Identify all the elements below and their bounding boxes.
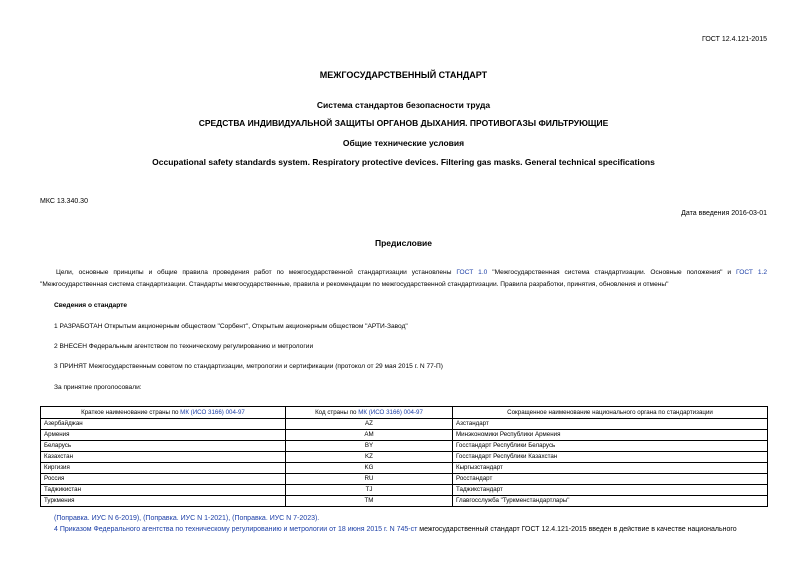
table-row <box>41 496 768 507</box>
cell-country: Беларусь <box>41 441 286 452</box>
mks-code: МКС 13.340.30 <box>40 198 88 205</box>
countries-table <box>40 406 768 507</box>
p4-text: межгосударственный стандарт ГОСТ 12.4.121-2015 введен в действие в качестве национального <box>417 526 737 533</box>
item-order <box>54 526 768 533</box>
cell-country: Киргизия <box>41 463 286 474</box>
cell-org: Азстандарт <box>453 419 768 430</box>
cell-country: Азербайджан <box>41 419 286 430</box>
cell-country: Туркмения <box>41 496 286 507</box>
cell-code: RU <box>286 474 453 485</box>
cell-country: Армения <box>41 430 286 441</box>
cell-org: Госстандарт Республики Казахстан <box>453 452 768 463</box>
rev-open: ( <box>54 515 57 522</box>
header-code-text: Код страны по <box>315 408 359 416</box>
gost-1-0-link[interactable]: ГОСТ 1.0 <box>456 269 488 276</box>
table-row <box>41 430 768 441</box>
item-introduced: 2 ВНЕСЕН Федеральным агентством по техническому регулированию и метрологии <box>54 343 314 350</box>
revision-link[interactable]: Поправка <box>234 515 266 522</box>
rev-text: . ИУС N 7-2023). <box>265 515 320 522</box>
cell-country: Казахстан <box>41 452 286 463</box>
cell-code: KZ <box>286 452 453 463</box>
table-row <box>41 485 768 496</box>
p1-text-a: Цели, основные принципы и общие правила проведения работ по межгосударственной стандартизации установлены <box>56 269 457 276</box>
header-country <box>41 407 286 419</box>
table-header-row <box>41 407 768 419</box>
table-row <box>41 452 768 463</box>
standard-type: МЕЖГОСУДАРСТВЕННЫЙ СТАНДАРТ <box>319 70 488 80</box>
p1-text-c: "Межгосударственная система стандартизации. Стандарты межгосударственные, правила и рекомендации по межгосударственной стандартизации. Правила разработки, принятия, обновления и отмены" <box>40 281 669 288</box>
cell-org: Минэкономики Республики Армения <box>453 430 768 441</box>
cell-country: Таджикистан <box>41 485 286 496</box>
cell-code: BY <box>286 441 453 452</box>
cell-org: Кыргызстандарт <box>453 463 768 474</box>
cell-code: KG <box>286 463 453 474</box>
gost-1-2-link[interactable]: ГОСТ 1.2 <box>736 269 767 276</box>
standard-system: Система стандартов безопасности труда <box>316 100 491 110</box>
order-link[interactable]: Приказом Федерального агентства по техническому регулированию и метрологии от 18 июня 2015 г. N 745-ст <box>59 526 418 533</box>
rev-text: . ИУС N 1-2021), ( <box>176 515 235 522</box>
doc-code: ГОСТ 12.4.121-2015 <box>701 36 767 43</box>
rev-text: . ИУС N 6-2019), ( <box>87 515 146 522</box>
header-country-text: Краткое наименование страны по <box>81 408 181 416</box>
table-row <box>41 441 768 452</box>
cell-code: TM <box>286 496 453 507</box>
voted-label: За принятие проголосовали: <box>54 384 142 391</box>
cell-code: AZ <box>286 419 453 430</box>
cell-org: Таджикстандарт <box>453 485 768 496</box>
cell-org: Главгосслужба "Туркменстандартлары" <box>453 496 768 507</box>
revisions-line <box>54 515 319 522</box>
title-english: Occupational safety standards system. Respiratory protective devices. Filtering gas masks. General technical specifications <box>152 157 655 167</box>
revision-link[interactable]: Поправка <box>56 515 88 522</box>
item-adopted: 3 ПРИНЯТ Межгосударственным советом по стандартизации, метрологии и сертификации (протокол от 29 мая 2015 г. N 77-П) <box>54 363 443 370</box>
svedenia-heading: Сведения о стандарте <box>54 302 128 309</box>
preface-heading: Предисловие <box>374 238 433 248</box>
item-developed: 1 РАЗРАБОТАН Открытым акционерным обществом "Сорбент", Открытым акционерным обществом "АРТИ-Завод" <box>54 323 408 330</box>
p4-num: 4 <box>54 526 60 533</box>
table-row <box>41 463 768 474</box>
cell-code: AM <box>286 430 453 441</box>
cell-org: Госстандарт Республики Беларусь <box>453 441 768 452</box>
p1-text-b: "Межгосударственная система стандартизации. Основные положения" и <box>487 269 737 276</box>
table-row <box>41 474 768 485</box>
table-row <box>41 419 768 430</box>
mk-iso-link[interactable]: МК (ИСО 3166) 004-97 <box>358 408 423 416</box>
mk-iso-link[interactable]: МК (ИСО 3166) 004-97 <box>180 408 245 416</box>
general-conditions: Общие технические условия <box>342 138 465 148</box>
header-code <box>286 407 453 419</box>
preface-paragraph <box>40 267 767 291</box>
cell-country: Россия <box>41 474 286 485</box>
page-title: СРЕДСТВА ИНДИВИДУАЛЬНОЙ ЗАЩИТЫ ОРГАНОВ ДЫХАНИЯ. ПРОТИВОГАЗЫ ФИЛЬТРУЮЩИЕ <box>198 118 609 128</box>
header-org: Сокращенное наименование национального органа по стандартизации <box>453 407 768 419</box>
cell-org: Росстандарт <box>453 474 768 485</box>
revision-link[interactable]: Поправка <box>145 515 177 522</box>
effective-date: Дата введения 2016-03-01 <box>681 210 767 217</box>
cell-code: TJ <box>286 485 453 496</box>
